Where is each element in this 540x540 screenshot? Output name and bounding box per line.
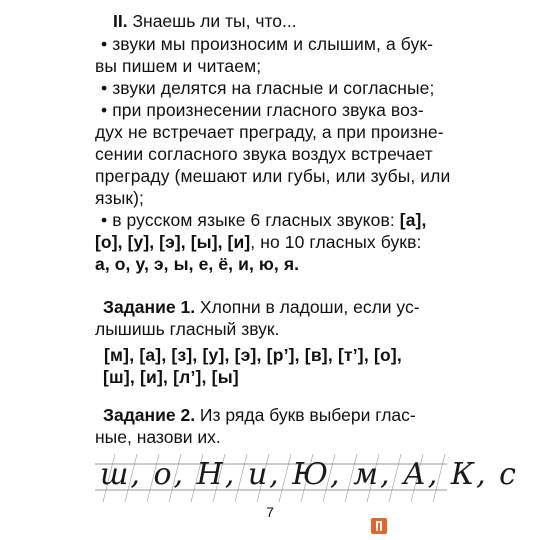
fact-line-7: преграду (мешают или губы, или зубы, или <box>95 166 451 186</box>
fact-line-1: • звуки мы произносим и слышим, а бук- <box>101 34 434 54</box>
fact-line-10 <box>95 231 421 253</box>
vowel-sounds-list: [о], [у], [э], [ы], [и] <box>95 232 251 252</box>
task-2-line-2: ные, назови их. <box>95 427 221 447</box>
task-2-text-1: Из ряда букв выбери глас- <box>195 405 416 425</box>
fact-line-9 <box>101 209 426 231</box>
cursive-letter-row: ш, о, Н, и, Ю, м, А, К, с <box>100 457 518 492</box>
task-1-label: Задание 1. <box>103 297 196 317</box>
fact-line-5: дух не встречает преграду, а при произне- <box>95 122 444 142</box>
vowel-sound-a: [а], <box>399 210 427 230</box>
section-title: Знаешь ли ты, что... <box>127 11 297 31</box>
fact-line-6: сении согласного звука воздух встречает <box>95 144 433 164</box>
fact-line-10-text: , но 10 гласных букв: <box>250 232 422 252</box>
section-number: II. <box>113 11 128 31</box>
task-1-text-1: Хлопни в ладоши, если ус- <box>195 297 420 317</box>
task-1-line-1 <box>103 296 420 318</box>
fact-line-8: язык); <box>95 188 145 208</box>
publisher-logo-icon <box>371 518 387 534</box>
section-heading <box>113 10 297 32</box>
task-1-sounds-line-2: [ш], [и], [л’], [ы] <box>103 367 239 387</box>
task-1-line-2: лышишь гласный звук. <box>95 319 280 339</box>
task-2-label: Задание 2. <box>103 405 196 425</box>
task-1-sounds-line-1: [м], [а], [з], [у], [э], [р’], [в], [т’], [о], <box>104 345 402 365</box>
fact-line-2: вы пишем и читаем; <box>95 56 262 76</box>
vowel-letters-list: а, о, у, э, ы, е, ё, и, ю, я. <box>95 254 300 274</box>
task-2-line-1 <box>103 404 416 426</box>
page-number: 7 <box>266 504 274 520</box>
fact-line-4: • при произнесении гласного звука воз- <box>101 100 424 120</box>
fact-line-3: • звуки делятся на гласные и согласные; <box>101 78 435 98</box>
fact-line-9-text: • в русском языке 6 гласных звуков: <box>101 210 400 230</box>
